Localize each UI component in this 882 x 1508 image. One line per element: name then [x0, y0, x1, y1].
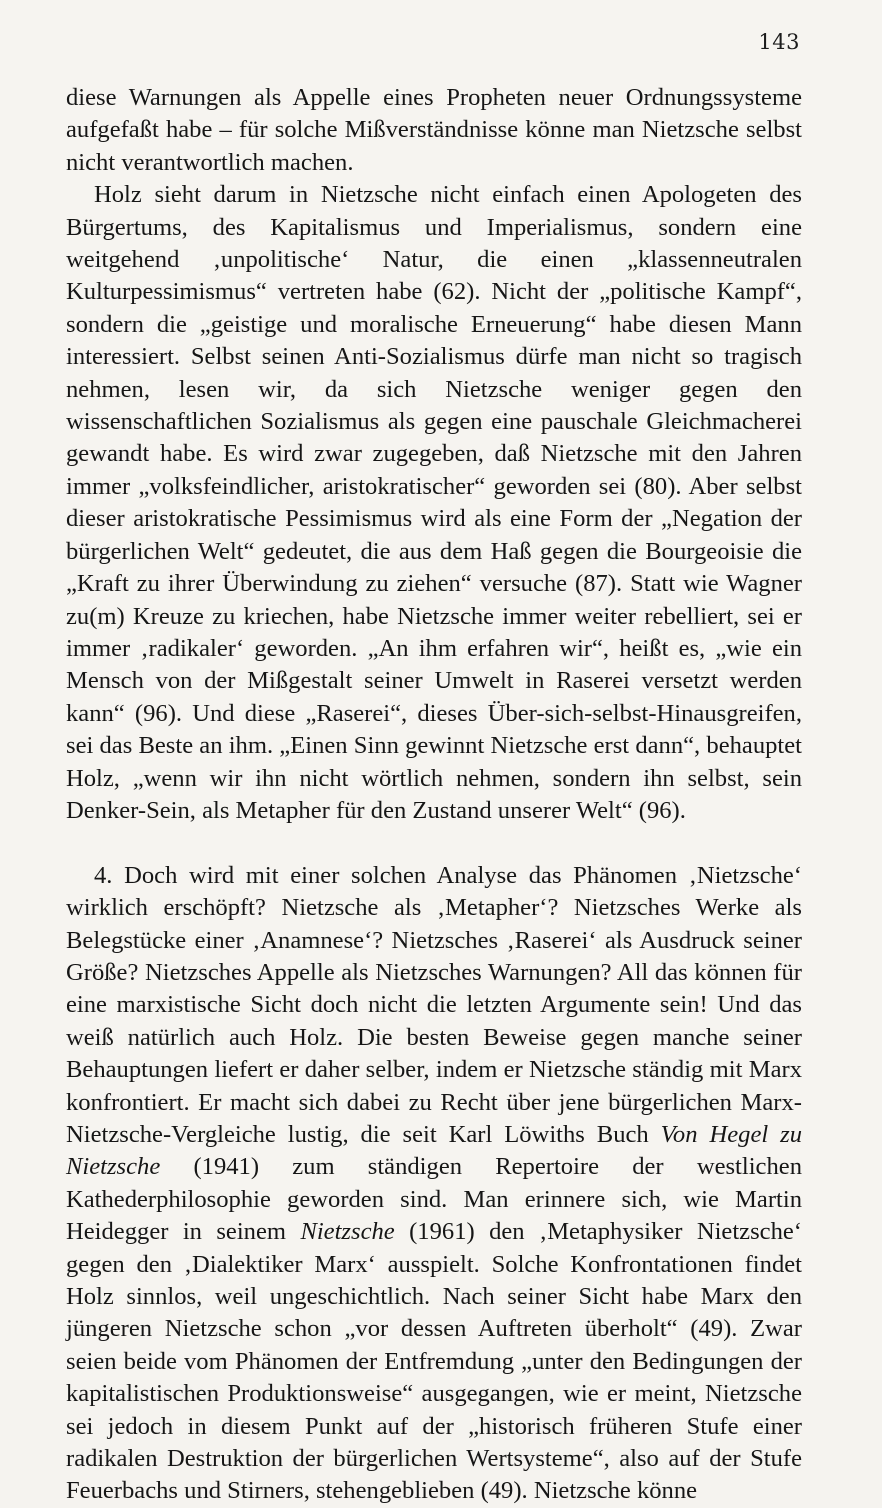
book-title-nietzsche: Nietzsche — [300, 1218, 395, 1246]
page-number: 143 — [758, 30, 800, 54]
paragraph-section-4-part3: (1961) den ‚Metaphysiker Nietzsche‘ gegen den ‚Dialektiker Marx‘ ausspielt. Solche Konfrontationen findet Holz sinnlos, weil ungeschichtlich. Nach seiner Sicht habe Marx den jüngeren Nietzsche schon „vor dessen Auftreten überholt“ (49). Zwar seien beide vom Phänomen der Entfremdung „unter den Bedingungen der kapitalistischen Produktionsweise“ ausgegangen, wie er meint, Nietzsche sei jedoch in diesem Punkt auf der „historisch früheren Stufe einer radikalen Destruktion der bürgerlichen Wertsysteme“, also auf der Stufe Feuerbachs und Stirners, stehengeblieben (49). Nietzsche könne — [66, 1218, 802, 1505]
body-text — [66, 82, 802, 1508]
paragraph-holz: Holz sieht darum in Nietzsche nicht einfach einen Apologeten des Bürgertums, des Kapitalismus und Imperialismus, sondern eine weitgehend ‚unpolitische‘ Natur, die einen „klassenneutralen Kulturpessimismus“ vertreten habe (62). Nicht der „politische Kampf“, sondern die „geistige und moralische Erneuerung“ habe diesen Mann interessiert. Selbst seinen Anti-Sozialismus dürfe man nicht so tragisch nehmen, lesen wir, da sich Nietzsche weniger gegen den wissenschaftlichen Sozialismus als gegen eine pauschale Gleichmacherei gewandt habe. Es wird zwar zugegeben, daß Nietzsche mit den Jahren immer „volksfeindlicher, aristokratischer“ geworden sei (80). Aber selbst dieser aristokratische Pessimismus wird als eine Form der „Negation der bürgerlichen Welt“ gedeutet, die aus dem Haß gegen die Bourgeoisie die „Kraft zu ihrer Überwindung zu ziehen“ versuche (87). Statt wie Wagner zu(m) Kreuze zu kriechen, habe Nietzsche immer weiter rebelliert, sei er immer ‚radikaler‘ geworden. „An ihm erfahren wir“, heißt es, „wie ein Mensch von der Mißgestalt seiner Umwelt in Raserei versetzt werden kann“ (96). Und diese „Raserei“, dieses Über-sich-selbst-Hinausgreifen, sei das Beste an ihm. „Einen Sinn gewinnt Nietzsche erst dann“, behauptet Holz, „wenn wir ihn nicht wörtlich nehmen, sondern ihn selbst, sein Denker-Sein, als Metapher für den Zustand unserer Welt“ (96). — [66, 181, 802, 824]
paragraph-section-4 — [66, 860, 802, 1508]
paragraph-section-4-part2: (1941) zum ständigen Repertoire der westlichen Kathederphilosophie geworden sind. Man erinnere sich, wie Martin Heidegger in seinem — [66, 1153, 802, 1246]
book-title-von-hegel-zu-nietzsche: Von Hegel zu Nietzsche — [66, 1120, 802, 1181]
paragraph-section-4-part1: 4. Doch wird mit einer solchen Analyse das Phänomen ‚Nietzsche‘ wirklich erschöpft? Nietzsche als ‚Metapher‘? Nietzsches Werke als Belegstücke einer ‚Anamnese‘? Nietzsches ‚Raserei‘ als Ausdruck seiner Größe? Nietzsches Appelle als Nietzsches Warnungen? All das können für eine marxistische Sicht doch nicht die letzten Argumente sein! Und das weiß natürlich auch Holz. Die besten Beweise gegen manche seiner Behauptungen liefert er daher selber, indem er Nietzsche ständig mit Marx konfrontiert. Er macht sich dabei zu Recht über jene bürgerlichen Marx-Nietzsche-Vergleiche lustig, die seit Karl Löwiths Buch — [66, 861, 802, 1148]
paragraph-continuation: diese Warnungen als Appelle eines Propheten neuer Ordnungssysteme aufgefaßt habe – für solche Mißverständnisse könne man Nietzsche selbst nicht verantwortlich machen. — [66, 84, 802, 176]
